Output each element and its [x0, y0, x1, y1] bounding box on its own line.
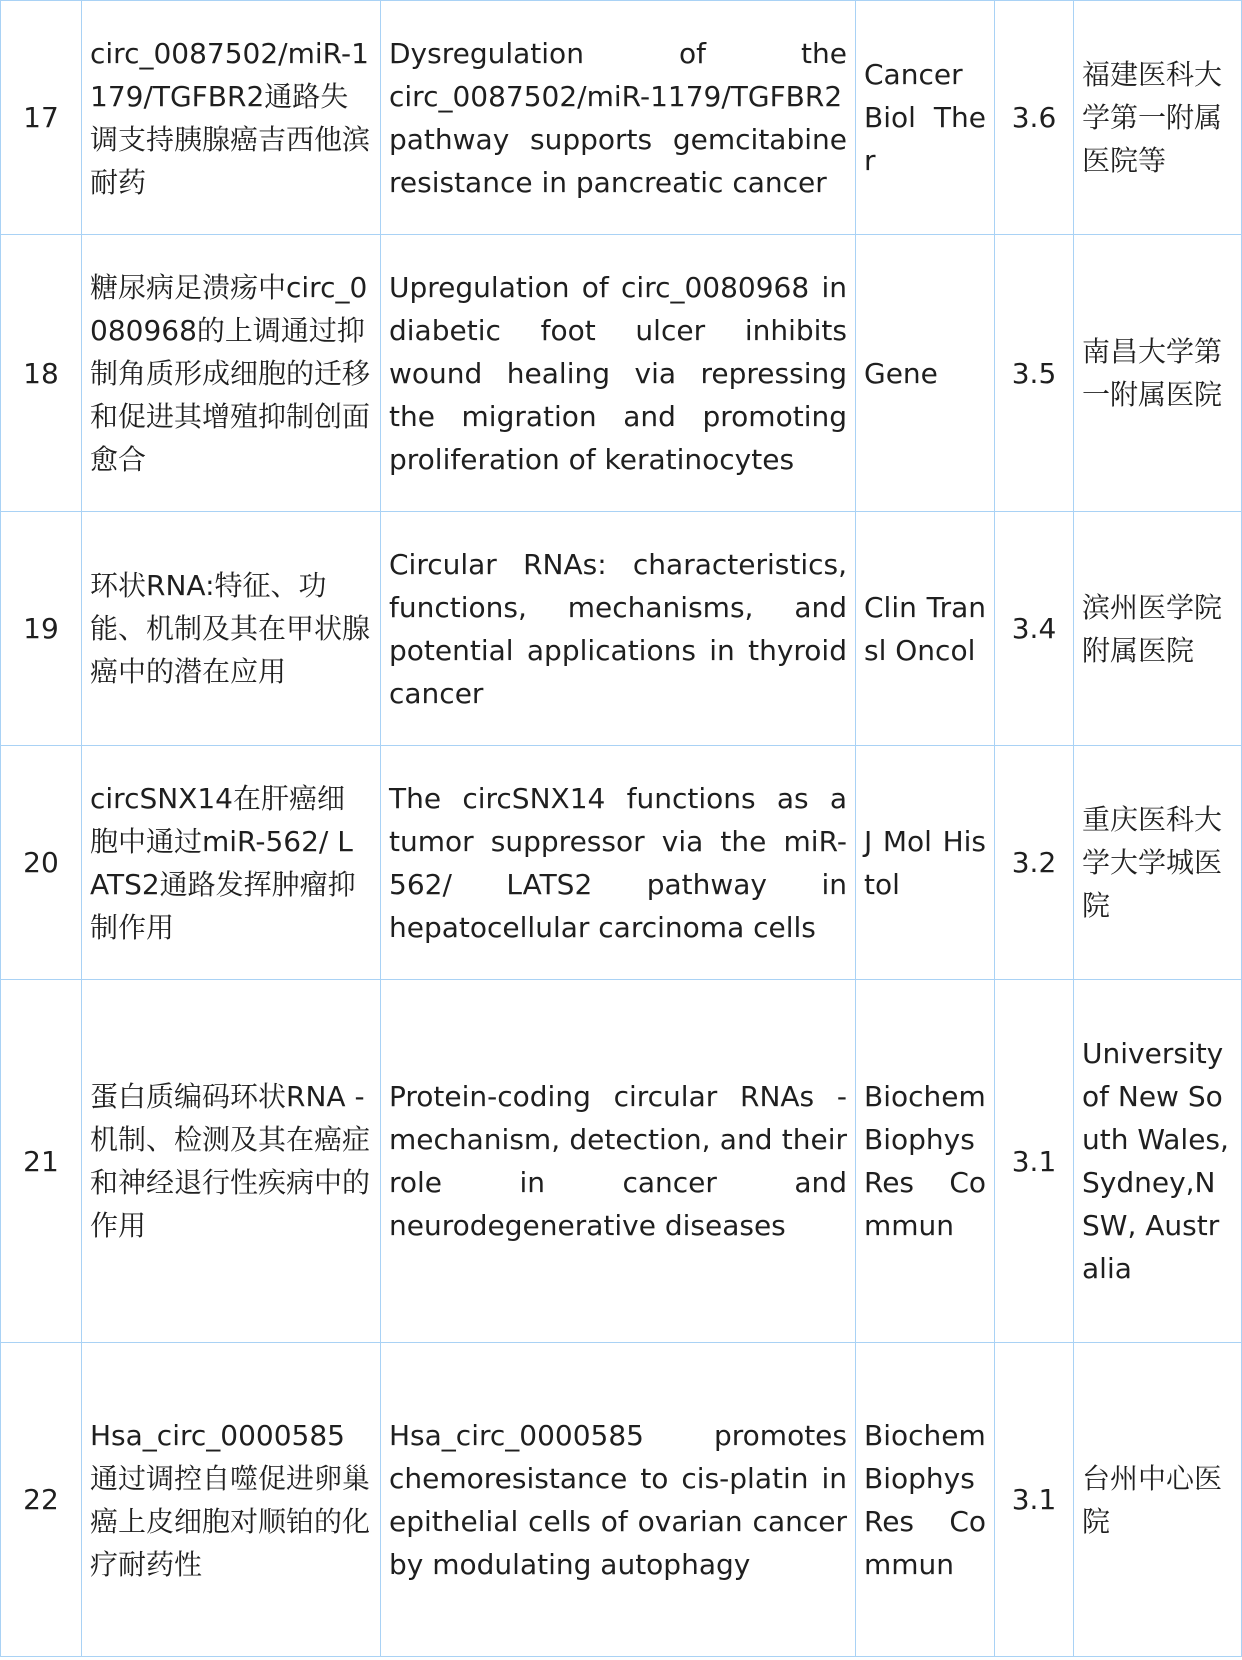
- title-zh: circSNX14在肝癌细胞中通过miR-562/ LATS2通路发挥肿瘤抑制作用: [82, 746, 381, 980]
- journal: Clin Transl Oncol: [856, 512, 995, 746]
- title-zh: 糖尿病足溃疡中circ_0080968的上调通过抑制角质形成细胞的迁移和促进其增殖抑制创面愈合: [82, 235, 381, 512]
- table-row: [1, 980, 1242, 1343]
- row-number: 20: [1, 746, 82, 980]
- institution: University of New South Wales, Sydney,NSW, Australia: [1074, 980, 1242, 1343]
- impact-factor: 3.4: [995, 512, 1074, 746]
- row-number: 22: [1, 1343, 82, 1657]
- title-en: Protein-coding circular RNAs - mechanism, detection, and their role in cancer and neurodegenerative diseases: [381, 980, 856, 1343]
- institution: 滨州医学院附属医院: [1074, 512, 1242, 746]
- institution: 南昌大学第一附属医院: [1074, 235, 1242, 512]
- impact-factor: 3.6: [995, 1, 1074, 235]
- title-zh: 环状RNA:特征、功能、机制及其在甲状腺癌中的潜在应用: [82, 512, 381, 746]
- title-en: The circSNX14 functions as a tumor suppressor via the miR-562/ LATS2 pathway in hepatocellular carcinoma cells: [381, 746, 856, 980]
- journal: Biochem Biophys Res Commun: [856, 1343, 995, 1657]
- impact-factor: 3.5: [995, 235, 1074, 512]
- table-row: [1, 1, 1242, 235]
- impact-factor: 3.2: [995, 746, 1074, 980]
- title-en: Dysregulation of the circ_0087502/miR-1179/TGFBR2 pathway supports gemcitabine resistance in pancreatic cancer: [381, 1, 856, 235]
- row-number: 21: [1, 980, 82, 1343]
- table-row: [1, 235, 1242, 512]
- journal: Gene: [856, 235, 995, 512]
- impact-factor: 3.1: [995, 1343, 1074, 1657]
- impact-factor: 3.1: [995, 980, 1074, 1343]
- row-number: 17: [1, 1, 82, 235]
- title-en: Circular RNAs: characteristics, functions, mechanisms, and potential applications in thyroid cancer: [381, 512, 856, 746]
- institution: 台州中心医院: [1074, 1343, 1242, 1657]
- title-en: Upregulation of circ_0080968 in diabetic foot ulcer inhibits wound healing via repressing the migration and promoting proliferation of keratinocytes: [381, 235, 856, 512]
- title-zh: circ_0087502/miR-1179/TGFBR2通路失调支持胰腺癌吉西他滨耐药: [82, 1, 381, 235]
- table-row: [1, 512, 1242, 746]
- title-zh: Hsa_circ_0000585通过调控自噬促进卵巢癌上皮细胞对顺铂的化疗耐药性: [82, 1343, 381, 1657]
- institution: 重庆医科大学大学城医院: [1074, 746, 1242, 980]
- journal: Cancer Biol Ther: [856, 1, 995, 235]
- row-number: 18: [1, 235, 82, 512]
- title-zh: 蛋白质编码环状RNA -机制、检测及其在癌症和神经退行性疾病中的作用: [82, 980, 381, 1343]
- title-en: Hsa_circ_0000585 promotes chemoresistance to cis-platin in epithelial cells of ovarian cancer by modulating autophagy: [381, 1343, 856, 1657]
- row-number: 19: [1, 512, 82, 746]
- table-row: [1, 1343, 1242, 1657]
- table-row: [1, 746, 1242, 980]
- journal: J Mol Histol: [856, 746, 995, 980]
- journal: Biochem Biophys Res Commun: [856, 980, 995, 1343]
- institution: 福建医科大学第一附属医院等: [1074, 1, 1242, 235]
